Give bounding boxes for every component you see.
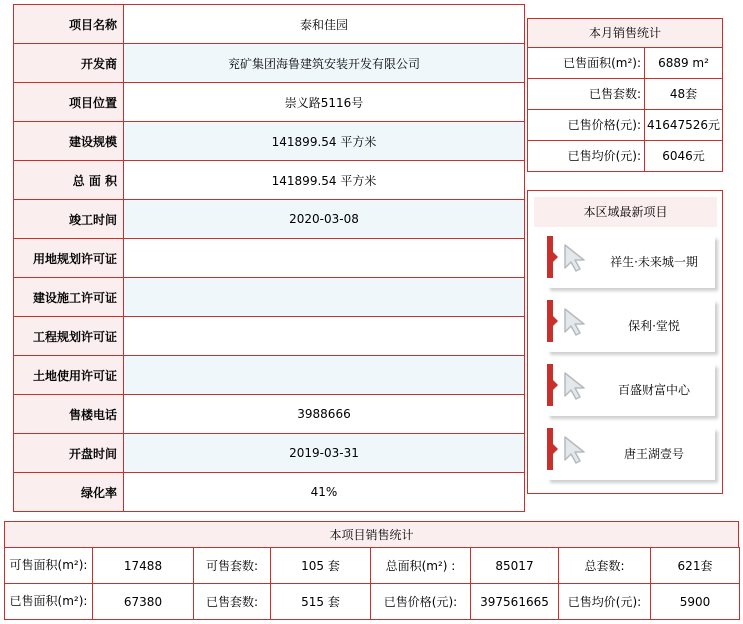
info-label: 开盘时间 bbox=[14, 434, 124, 473]
info-row bbox=[14, 278, 525, 317]
info-row bbox=[14, 122, 525, 161]
latest-projects-panel bbox=[527, 190, 723, 494]
info-label: 用地规划许可证 bbox=[14, 239, 124, 278]
info-row bbox=[14, 5, 525, 44]
info-label: 项目位置 bbox=[14, 83, 124, 122]
sales-row bbox=[528, 79, 722, 110]
stat-label: 总面积(m²) : bbox=[371, 548, 471, 584]
info-label: 工程规划许可证 bbox=[14, 317, 124, 356]
project-sales-table bbox=[4, 547, 740, 620]
stat-value: 67380 bbox=[93, 584, 194, 620]
info-value bbox=[124, 239, 525, 278]
stat-value: 397561665 bbox=[471, 584, 559, 620]
latest-project-label: 保利·堂悦 bbox=[628, 319, 680, 333]
latest-project-link[interactable] bbox=[547, 300, 715, 352]
info-value: 兖矿集团海鲁建筑安装开发有限公司 bbox=[124, 44, 525, 83]
info-label: 总 面 积 bbox=[14, 161, 124, 200]
sales-row bbox=[528, 48, 722, 79]
cursor-pointer-icon bbox=[562, 370, 588, 400]
sales-label: 已售套数: bbox=[528, 79, 645, 109]
info-row bbox=[14, 44, 525, 83]
info-row bbox=[14, 356, 525, 395]
info-label: 建设规模 bbox=[14, 122, 124, 161]
info-value: 41% bbox=[124, 473, 525, 512]
info-label: 开发商 bbox=[14, 44, 124, 83]
sales-value: 41647526元 bbox=[646, 118, 721, 132]
stat-label: 已售均价(元): bbox=[559, 584, 651, 620]
latest-project-label: 唐王湖壹号 bbox=[623, 447, 684, 461]
info-row bbox=[14, 239, 525, 278]
latest-project-link[interactable] bbox=[547, 364, 715, 416]
stat-label: 已售面积(m²): bbox=[5, 584, 93, 620]
cursor-pointer-icon bbox=[562, 434, 588, 464]
latest-project-label: 百盛财富中心 bbox=[617, 383, 690, 397]
info-value: 2020-03-08 bbox=[124, 200, 525, 239]
sales-value: 6046元 bbox=[662, 149, 705, 163]
sales-label: 已售均价(元): bbox=[528, 141, 645, 171]
latest-project-label: 祥生·未来城一期 bbox=[610, 255, 698, 269]
info-value: 3988666 bbox=[124, 395, 525, 434]
monthly-sales-title: 本月销售统计 bbox=[528, 19, 722, 48]
info-value: 崇义路5116号 bbox=[124, 83, 525, 122]
info-value: 泰和佳园 bbox=[124, 5, 525, 44]
cursor-pointer-icon bbox=[562, 306, 588, 336]
stat-label: 总套数: bbox=[559, 548, 651, 584]
stat-value: 621套 bbox=[651, 548, 740, 584]
info-row bbox=[14, 395, 525, 434]
stat-label: 可售面积(m²): bbox=[5, 548, 93, 584]
info-value bbox=[124, 317, 525, 356]
sales-value: 6889 m² bbox=[658, 56, 709, 70]
info-label: 土地使用许可证 bbox=[14, 356, 124, 395]
info-row bbox=[14, 317, 525, 356]
info-label: 售楼电话 bbox=[14, 395, 124, 434]
info-value: 141899.54 平方米 bbox=[124, 161, 525, 200]
stat-value: 5900 bbox=[651, 584, 740, 620]
info-value bbox=[124, 278, 525, 317]
latest-project-link[interactable] bbox=[547, 428, 715, 480]
info-label: 项目名称 bbox=[14, 5, 124, 44]
latest-projects-title: 本区域最新项目 bbox=[534, 197, 717, 227]
stat-value: 17488 bbox=[93, 548, 194, 584]
info-label: 竣工时间 bbox=[14, 200, 124, 239]
project-info-table bbox=[13, 4, 525, 512]
stat-label: 已售价格(元): bbox=[371, 584, 471, 620]
info-label: 绿化率 bbox=[14, 473, 124, 512]
project-sales-row bbox=[5, 584, 740, 620]
info-row bbox=[14, 161, 525, 200]
monthly-sales-panel bbox=[527, 18, 723, 172]
info-row bbox=[14, 83, 525, 122]
stat-value: 105 套 bbox=[271, 548, 371, 584]
info-row bbox=[14, 434, 525, 473]
info-value: 141899.54 平方米 bbox=[124, 122, 525, 161]
info-row bbox=[14, 473, 525, 512]
sales-value: 48套 bbox=[669, 87, 698, 101]
sales-row bbox=[528, 110, 722, 141]
info-row bbox=[14, 200, 525, 239]
sales-row bbox=[528, 141, 722, 171]
stat-label: 可售套数: bbox=[194, 548, 271, 584]
sales-label: 已售价格(元): bbox=[528, 110, 645, 140]
info-value: 2019-03-31 bbox=[124, 434, 525, 473]
sales-label: 已售面积(m²): bbox=[528, 48, 645, 78]
info-value bbox=[124, 356, 525, 395]
stat-value: 515 套 bbox=[271, 584, 371, 620]
stat-label: 已售套数: bbox=[194, 584, 271, 620]
project-sales-row bbox=[5, 548, 740, 584]
info-label: 建设施工许可证 bbox=[14, 278, 124, 317]
cursor-pointer-icon bbox=[562, 242, 588, 272]
stat-value: 85017 bbox=[471, 548, 559, 584]
latest-project-link[interactable] bbox=[547, 236, 715, 288]
project-sales-title: 本项目销售统计 bbox=[4, 521, 739, 547]
